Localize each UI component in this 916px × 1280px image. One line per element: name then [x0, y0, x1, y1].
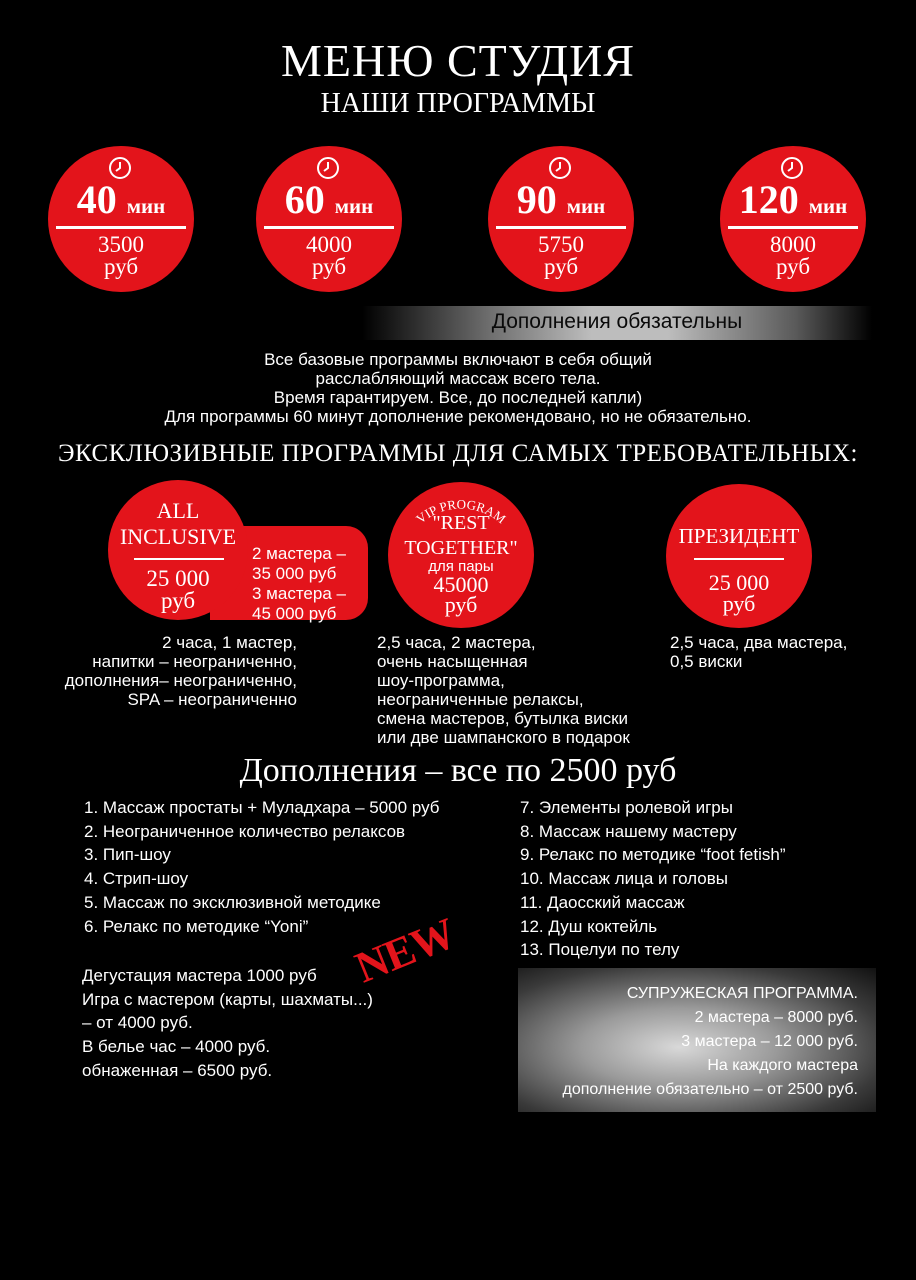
program-90-circle [488, 146, 634, 292]
info-line: Все базовые программы включают в себя общий [264, 350, 652, 369]
extra-item: – от 4000 руб. [82, 1013, 193, 1033]
list-item: 6. Релакс по методике “Yoni” [84, 916, 309, 936]
list-item: 11. Даосский массаж [520, 892, 685, 912]
vip-name-line2: TOGETHER" [404, 537, 518, 559]
extra-line: 45 000 руб [252, 604, 337, 623]
list-item: 9. Релакс по методике “foot fetish” [520, 845, 786, 865]
exclusive-programs-heading: ЭКСКЛЮЗИВНЫЕ ПРОГРАММЫ ДЛЯ САМЫХ ТРЕБОВАТЕЛЬНЫХ: [57, 440, 858, 467]
president-description [670, 633, 900, 671]
list-item: 13. Поцелуи по телу [520, 940, 680, 960]
program-price: 5750 [538, 232, 584, 257]
couple-program-text [518, 982, 858, 1102]
desc-line: напитки – неограниченно, [92, 652, 297, 671]
program-unit: мин [808, 194, 848, 218]
divider [694, 558, 784, 560]
program-currency: руб [775, 254, 811, 279]
list-item: 7. Элементы ролевой игры [520, 798, 733, 817]
program-40-circle [48, 146, 194, 292]
addons-heading: Дополнения – все по 2500 руб [239, 752, 677, 789]
all-inclusive-name-line1: ALL [156, 498, 200, 523]
program-120-circle [720, 146, 866, 292]
page-title: МЕНЮ СТУДИЯ [281, 35, 635, 86]
addons-list-right [520, 796, 900, 962]
desc-line: дополнения– неограниченно, [64, 671, 297, 690]
vip-name-line1: "REST [432, 512, 490, 534]
program-currency: руб [103, 254, 139, 279]
extra-item: Игра с мастером (карты, шахматы...) [82, 989, 373, 1009]
vip-price: 45000 [433, 572, 489, 597]
program-duration: 60 [284, 177, 325, 222]
president-currency: руб [722, 591, 756, 616]
extra-line: 2 мастера – [252, 544, 346, 563]
desc-line: смена мастеров, бутылка виски [377, 709, 629, 728]
program-currency: руб [543, 254, 579, 279]
program-unit: мин [566, 194, 606, 218]
list-item: 12. Душ коктейль [520, 916, 658, 936]
couple-line: 2 мастера – 8000 руб. [694, 1009, 858, 1026]
extra-item: В белье час – 4000 руб. [82, 1037, 271, 1057]
program-currency: руб [311, 254, 347, 279]
vip-description [377, 633, 677, 747]
vip-currency: руб [444, 592, 478, 617]
all-inclusive-circle [108, 480, 248, 620]
extra-line: 3 мастера – [252, 584, 346, 603]
program-unit: мин [126, 194, 166, 218]
desc-line: 0,5 виски [670, 652, 743, 671]
divider [728, 226, 858, 229]
divider [264, 226, 394, 229]
program-price: 4000 [306, 232, 352, 257]
president-name: ПРЕЗИДЕНТ [678, 524, 800, 548]
couple-line: 3 мастера – 12 000 руб. [681, 1033, 858, 1050]
list-item: 4. Стрип-шоу [84, 869, 189, 889]
list-item: 8. Массаж нашему мастеру [520, 821, 737, 841]
new-badge: NEW [348, 908, 462, 993]
divider [496, 226, 626, 229]
extra-item: обнаженная – 6500 руб. [82, 1060, 273, 1080]
all-inclusive-name-line2: INCLUSIVE [119, 524, 237, 549]
list-item: 1. Массаж простаты + Муладхара – 5000 руб [84, 798, 440, 817]
desc-line: шоу-программа, [377, 671, 505, 690]
extra-line: 35 000 руб [252, 564, 337, 583]
info-line: расслабляющий массаж всего тела. [315, 369, 601, 388]
vip-subtitle: для пары [428, 558, 494, 575]
couple-line: дополнение обязательно – от 2500 руб. [562, 1081, 858, 1098]
program-unit: мин [334, 194, 374, 218]
desc-line: или две шампанского в подарок [377, 728, 630, 747]
vip-arc-label: VIP PROGRAM [413, 496, 509, 527]
all-inclusive-extra-prices [252, 544, 367, 624]
president-circle [666, 484, 812, 628]
president-price: 25 000 [708, 570, 770, 595]
desc-line: 2 часа, 1 мастер, [162, 633, 297, 652]
desc-line: неограниченные релаксы, [377, 690, 584, 709]
page-subtitle: НАШИ ПРОГРАММЫ [320, 88, 596, 119]
list-item: 5. Массаж по эксклюзивной методике [84, 892, 381, 912]
info-line: Для программы 60 минут дополнение рекомендовано, но не обязательно. [164, 407, 752, 426]
couple-line: СУПРУЖЕСКАЯ ПРОГРАММА. [626, 985, 858, 1002]
divider [56, 226, 186, 229]
info-line: Время гарантируем. Все, до последней капли) [273, 388, 643, 407]
list-item: 10. Массаж лица и головы [520, 869, 728, 889]
couple-line: На каждого мастера [707, 1057, 858, 1074]
program-price: 8000 [770, 232, 816, 257]
info-paragraph [0, 350, 916, 426]
list-item: 2. Неограниченное количество релаксов [84, 821, 406, 841]
desc-line: 2,5 часа, два мастера, [670, 633, 848, 652]
desc-line: 2,5 часа, 2 мастера, [377, 633, 536, 652]
all-inclusive-description [20, 633, 297, 709]
addons-required-label: Дополнения обязательны [491, 310, 743, 333]
vip-rest-together-circle [388, 482, 534, 628]
divider [134, 558, 224, 560]
program-duration: 90 [516, 177, 557, 222]
all-inclusive-currency: руб [160, 588, 196, 613]
desc-line: очень насыщенная [377, 652, 528, 671]
desc-line: SPA – неограниченно [127, 690, 297, 709]
program-duration: 120 [738, 177, 799, 222]
list-item: 3. Пип-шоу [84, 845, 171, 865]
all-inclusive-price: 25 000 [146, 566, 210, 591]
program-duration: 40 [76, 177, 117, 222]
extra-item: Дегустация мастера 1000 руб [82, 966, 317, 985]
program-price: 3500 [98, 232, 144, 257]
program-60-circle [256, 146, 402, 292]
